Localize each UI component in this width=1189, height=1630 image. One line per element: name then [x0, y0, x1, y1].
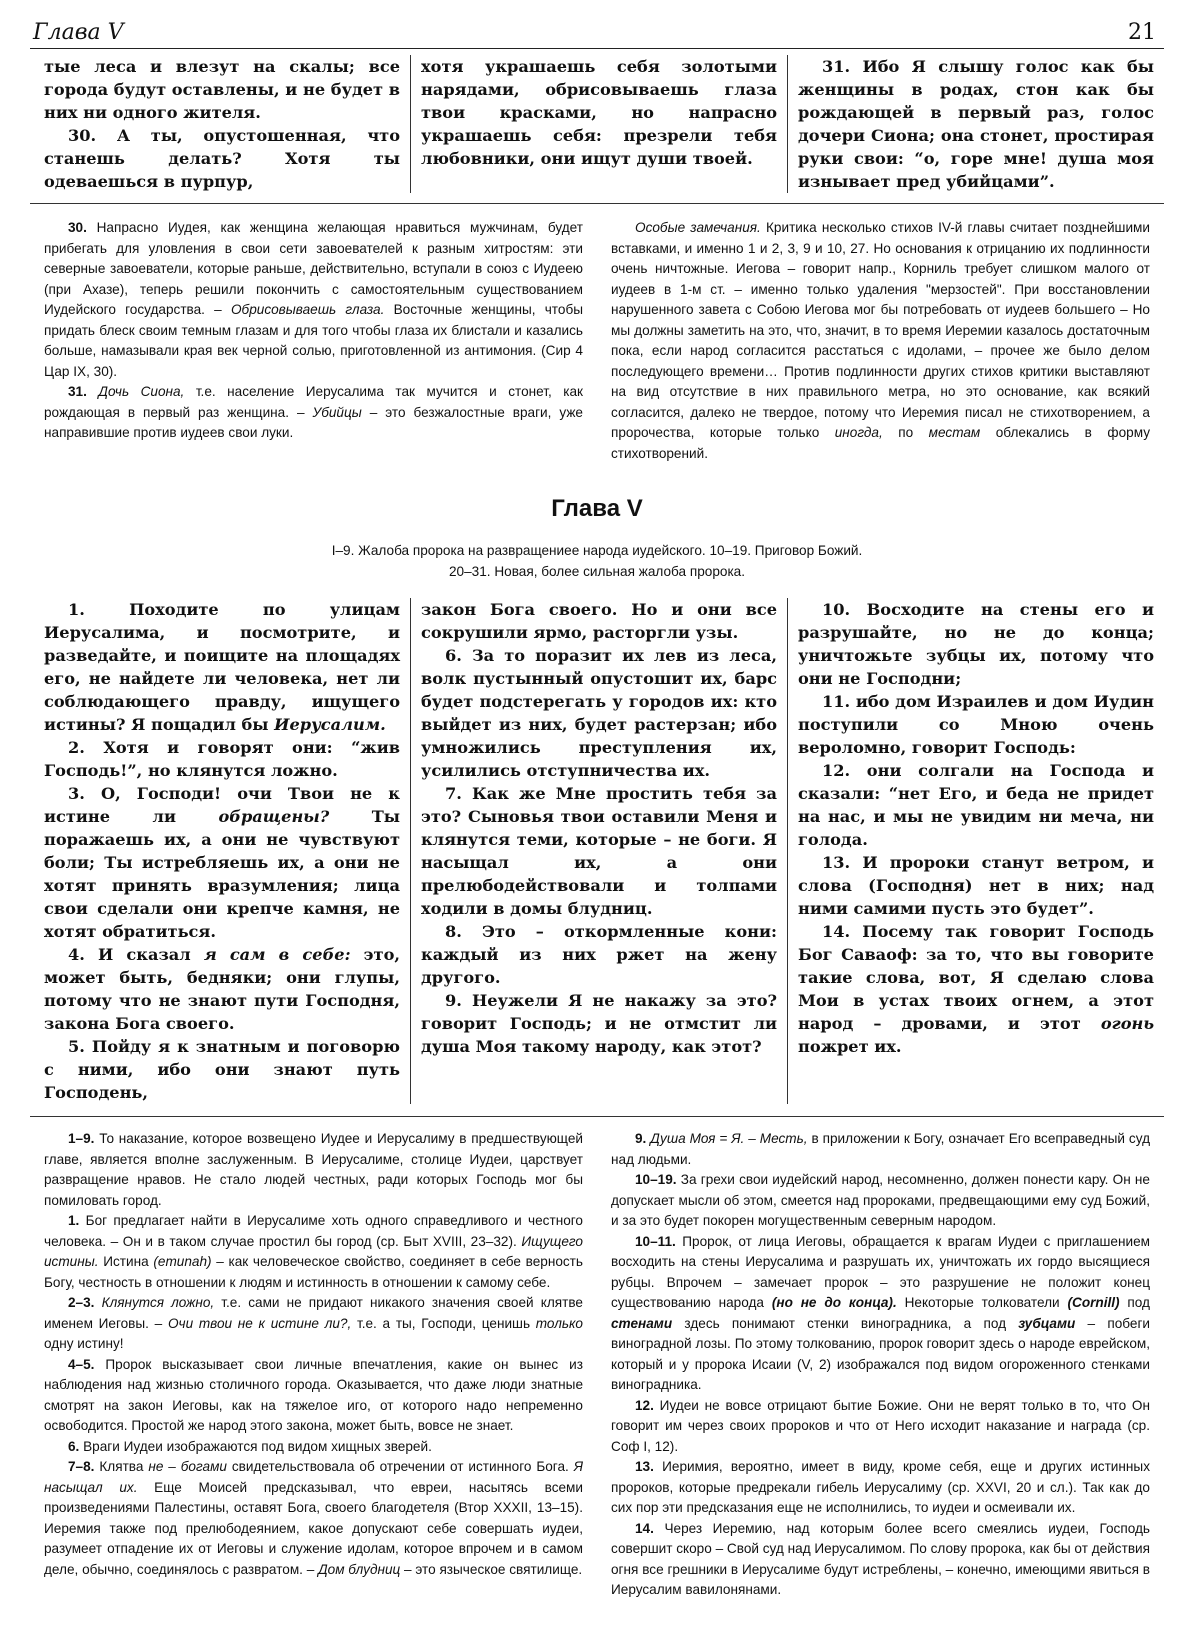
commentary-30: 30. Напрасно Иудея, как женщина желающая нравиться мужчинам, будет прибегать для уловления в свои сети завоевателей к разным хитростям: эти северные завоеватели, которые раньше, действительно, вступали в союз с Иудеею (при Ахазе), теперь решили покончить с самостоятельным существованием Иудейского государства. – Обрисовываешь глаза. Восточные женщины, чтобы придать блеск своим темным глазам и для того чтобы глаза их блистали и казались больше, намазывали края век черной солью, приготовленной из антимония. (Сир 4 Цар IX, 30).	[44, 220, 583, 379]
chapter-summary-line-1: I–9. Жалоба пророка на развращениее народа иудейского. 10–19. Приговор Божий.	[331, 543, 863, 558]
special-remarks: Особые замечания. Критика несколько стихов IV-й главы считает позднейшими вставками, и именно 1 и 2, 3, 9 и 10, 27. Но основания к отрицанию их подлинности очень ничтожные. Иегова – говорит напр., Корниль требует слишком малого от иудеев в 1-м ст. – именно только удаления "мерзостей". При восстановлении нарушенного завета с Собою Иегова мог бы потребовать от иудеев большего – Но мы должны заметить на это, что, значит, в то время Иеремии казалось достаточным пока, если народ согласится расстаться с идолами, – прочее же было делом последующего времени… Против подлинности других стихов критики выставляют на вид отсутствие в них правильного метра, но это основание, как всякий согласится, далеко не твердое, потому что Иеремия писал не стихотворением, а пророчества, которые только иногда, по местам облекались в форму стихотворений.	[611, 220, 1150, 461]
verse-10: 10. Восходите на стены его и разрушайте, но не до конца; уничтожьте зубцы их, потому что они не Господни;	[798, 600, 1154, 688]
verse-14: 14. Посему так говорит Господь Бог Саваоф: за то, что вы говорите такие слова, вот, Я сделаю слова Мои в устах твоих огнем, а этот народ – дровами, и этот огонь пожрет их.	[798, 922, 1154, 1056]
verse-4: 4. И сказал я сам в себе: это, может быть, бедняки; они глупы, потому что не знают пути Господня, закона Бога своего.	[44, 945, 400, 1033]
verse-6: 6. За то поразит их лев из леса, волк пустынный опустошит их, барс будет подстерегать у городов их: кто выйдет из них, будет растерзан; ибо умножились преступления их, усилились отступничества их.	[421, 646, 777, 780]
commentary-14: 14. Через Иеремию, над которым более всего смеялись иудеи, Господь совершит скоро – Свой суд над Иерусалимом. По слову пророка, как бы от действия огня все грешники в Иерусалиме будут истреблены, – конечно, имеющими явиться в Иерусалим вавилонянами.	[611, 1520, 1150, 1597]
scripture-column-1	[30, 55, 410, 193]
verse-3: 3. О, Господи! очи Твои не к истине ли обращены? Ты поражаешь их, а они не чувствуют боли; Ты истребляешь их, а они не хотят принять вразумления; лица свои сделали они крепче камня, не хотят обратиться.	[44, 784, 400, 941]
verse-9: 9. Неужели Я не накажу за это? говорит Господь; и не отмстит ли душа Моя такому народу, как этот?	[421, 991, 777, 1056]
verse-7: 7. Как же Мне простить тебя за это? Сыновья твои оставили Меня и клянутся теми, которые – не боги. Я насыщал их, а они прелюбодействовали и толпами ходили в домы блудниц.	[421, 784, 777, 918]
chapter-summary	[30, 540, 1164, 582]
chapter-summary-line-2: 20–31. Новая, более сильная жалоба пророка.	[448, 564, 746, 579]
commentary-9: 9. Душа Моя = Я. – Месть, в приложении к Богу, означает Его всеправедный суд над людьми.	[611, 1131, 1151, 1167]
verse-2: 2. Хотя и говорят они: “жив Господь!”, но клянутся ложно.	[44, 738, 400, 780]
scripture-column-1	[30, 598, 410, 1104]
verse-13: 13. И пророки станут ветром, и слова (Господня) нет в них; над ними самими пусть это будет”.	[798, 853, 1154, 918]
commentary-6: 6. Враги Иудеи изображаются под видом хищных зверей.	[68, 1438, 432, 1454]
verse-12: 12. они солгали на Господа и сказали: “нет Его, и беда не придет на нас, и мы не увидим ни меча, ни голода.	[798, 761, 1154, 849]
commentary-2-3: 2–3. Клянутся ложно, т.е. сами не придают никакого значения своей клятве именем Иеговы. – Очи твои не к истине ли?, т.е. а ты, Господи, ценишь только одну истину!	[44, 1295, 583, 1351]
commentary-1: 1. Бог предлагает найти в Иерусалиме хоть одного справедливого и честного человека. – Он и в таком случае простил бы город (ср. Быт XVIII, 23–32). Ищущего истины. Истина (emunah) – как человеческое свойство, соединяет в себе верность Богу, честность в отношении к людям и истинность в отношении к самому себе.	[44, 1213, 583, 1290]
commentary-13: 13. Иеримия, вероятно, имеет в виду, кроме себя, еще и других истинных пророков, которые предрекали гибель Иерусалиму (ср. XXVI, 20 и сл.). Так как до сих пор эти предсказания еще не исполнились, то иудеи и осмеивали их.	[611, 1459, 1150, 1515]
commentary-10-11: 10–11. Пророк, от лица Иеговы, обращается к врагам Иудеи с приглашением восходить на стены Иерусалима и разрушать их, уничтожать их гордо высящиеся рубцы. Впрочем – замечает пророк – это разрушение не положит конец существованию народа (но не до конца). Некоторые толкователи (Cornill) под стенами здесь понимают стенки виноградника, а под зубцами – побеги виноградной лозы. По этому толкованию, пророк говорит здесь о народе еврейском, который и у пророка Исаии (V, 2) изображался под видом огороженного стенками виноградника.	[611, 1233, 1150, 1392]
chapter-scripture-text	[30, 598, 1164, 1104]
verse-5-continued: закон Бога своего. Но и они все сокрушили ярмо, расторгли узы.	[421, 600, 777, 642]
commentary-4-5: 4–5. Пророк высказывает свои личные впечатления, какие он вынес из наблюдения над жизнью столичного города. Оказывается, что даже люди знатные смотрят на закон Иеговы, как на тяжелое иго, от которого надо непременно освободится. Простой же народ этого закона, может быть, вовсе не знает.	[44, 1356, 583, 1433]
commentary-10-19: 10–19. За грехи свои иудейский народ, несомненно, должен понести кару. Он не допускает мысли об этом, смеется над пророками, предвещающими ему суд Божий, и за это будет покорен могущественным северным народом.	[611, 1172, 1150, 1228]
commentary-column-2	[597, 218, 1164, 464]
page	[30, 14, 1164, 1601]
scripture-column-2	[410, 598, 787, 1104]
page-number: 21	[1128, 20, 1156, 45]
commentary-12: 12. Иудеи не вовсе отрицают бытие Божие. Они не верят только в то, что Он говорит им через своих пророков и что от Него исходит наказание и награда (ср. Соф I, 12).	[611, 1397, 1150, 1454]
scripture-column-3	[787, 55, 1164, 193]
scripture-column-3	[787, 598, 1164, 1104]
running-header	[30, 14, 1164, 49]
verse-8: 8. Это – откормленные кони: каждый из них ржет на жену другого.	[421, 922, 777, 987]
running-header-chapter: Глава V	[33, 20, 124, 45]
verse-5: 5. Пойду я к знатным и поговорю с ними, ибо они знают путь Господень,	[44, 1037, 400, 1102]
verse-30-continued: хотя украшаешь себя золотыми нарядами, обрисовываешь глаза твои красками, но напрасно украшаешь себя: презрели тебя любовники, они ищут души твоей.	[421, 57, 777, 168]
commentary-column-1	[30, 1129, 597, 1601]
scripture-column-2	[410, 55, 787, 193]
top-scripture-text	[30, 55, 1164, 193]
commentary-1-9: 1–9. То наказание, которое возвещено Иудее и Иерусалиму в предшествующей главе, является вполне заслуженным. В Иерусалиме, столице Иудеи, царствует развращение нравов. Не стало людей честных, ради которых Господь мог бы помиловать город.	[44, 1131, 583, 1208]
verse-1: 1. Походите по улицам Иерусалима, и посмотрите, и разведайте, и поищите на площадях его, не найдете ли человека, нет ли соблюдающего правду, ищущего истины? Я пощадил бы Иерусалим.	[44, 600, 400, 734]
verse-31: 31. Ибо Я слышу голос как бы женщины в родах, стон как бы рождающей в первый раз, голос дочери Сиона; она стонет, простирая руки свои: “о, горе мне! душа моя изнывает пред убийцами”.	[798, 57, 1154, 191]
commentary-7-8: 7–8. Клятва не – богами свидетельствовала об отречении от истинного Бога. Я насыщал их. Еще Моисей предсказывал, что евреи, насытясь всеми произведениями Палестины, оставят Бога, своего благодетеля (Втор XXXII, 13–15). Иеремия также под прелюбодеянием, какое допускают себе совершать иудеи, разумеет отпадение их от Иеговы и служение идолам, которое впрочем и в самом деле, обычно, соединялось с развратом. – Дом блудниц – это языческое святилище.	[44, 1459, 583, 1577]
divider	[30, 203, 1164, 204]
commentary-31: 31. Дочь Сиона, т.е. население Иерусалима так мучится и стонет, как рождающая в первый раз женщина. – Убийцы – это безжалостные враги, уже направившие против иудеев свои луки.	[44, 384, 583, 440]
verse-fragment: тые леса и влезут на скалы; все города будут оставлены, и не будет в них ни одного жителя.	[44, 57, 400, 122]
divider	[30, 1116, 1164, 1117]
commentary-column-1	[30, 218, 597, 464]
top-commentary	[30, 218, 1164, 464]
verse-30: 30. А ты, опустошенная, что станешь делать? Хотя ты одеваешься в пурпур,	[44, 126, 400, 191]
commentary-column-2	[597, 1129, 1164, 1601]
bottom-commentary	[30, 1129, 1164, 1601]
chapter-title: Глава V	[551, 495, 643, 522]
verse-11: 11. ибо дом Израилев и дом Иудин поступили со Мною очень вероломно, говорит Господь:	[798, 692, 1154, 757]
